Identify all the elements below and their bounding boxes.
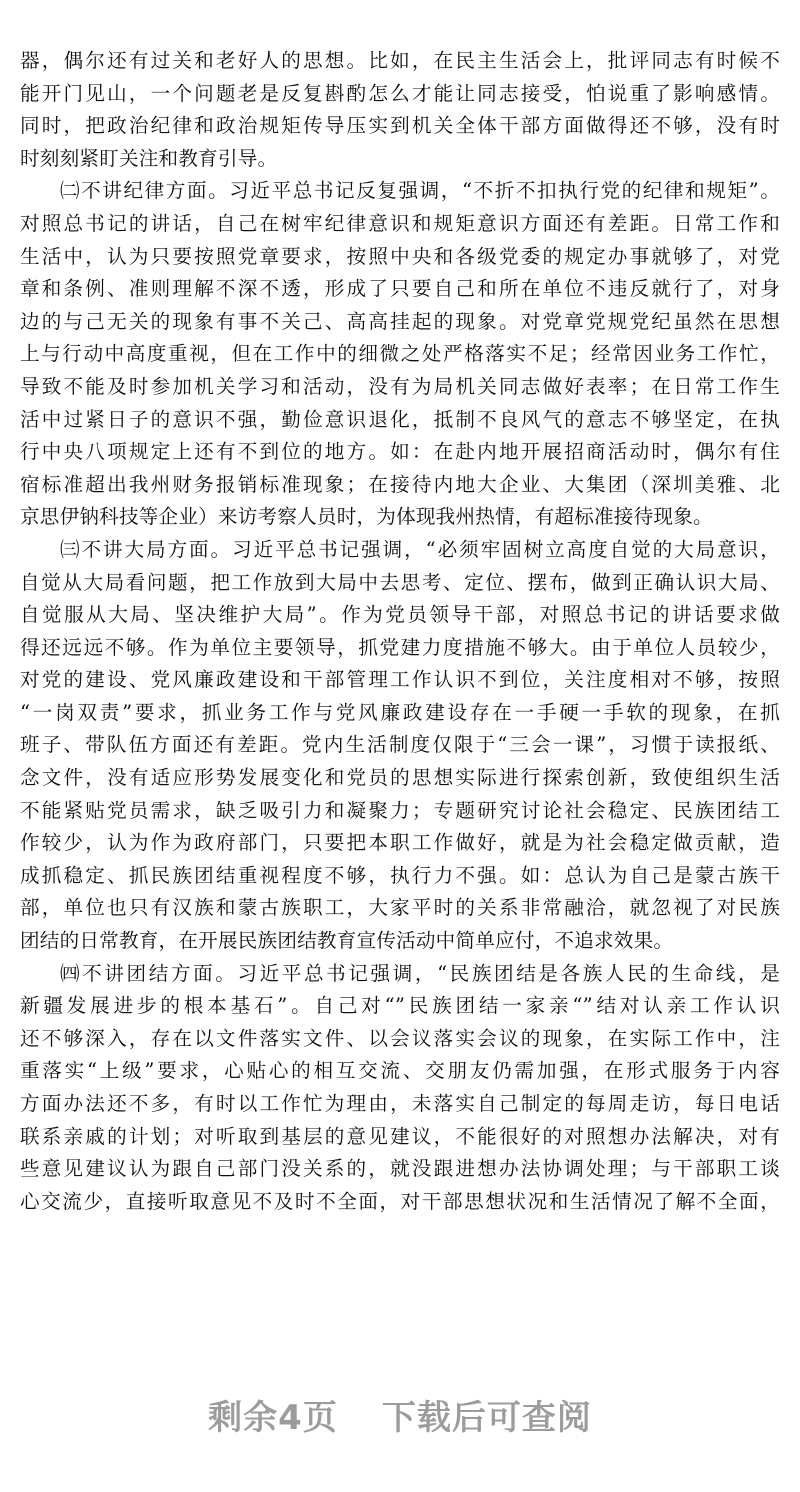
download-hint-label: 下载后可查阅 bbox=[381, 1398, 592, 1438]
text-line: 成抓稳定、抓民族团结重视程度不够，执行力不强。如：总认为自己是蒙古族干 bbox=[20, 863, 780, 887]
text-line: 得还远远不够。作为单位主要领导，抓党建力度措施不够大。由于单位人员较少， bbox=[20, 635, 780, 659]
text-line: 活中过紧日子的意识不强，勤俭意识退化，抵制不良风气的意志不够坚定，在执 bbox=[20, 407, 780, 431]
text-line: 联系亲戚的计划；对听取到基层的意见建议，不能很好的对照想办法解决，对有 bbox=[20, 1124, 780, 1148]
text-line: 行中央八项规定上还有不到位的地方。如：在赴内地开展招商活动时，偶尔有住 bbox=[20, 440, 780, 464]
text-line: 对照总书记的讲话，自己在树牢纪律意识和规矩意识方面还有差距。日常工作和 bbox=[20, 211, 780, 235]
text-line: 京思伊钠科技等企业）来访考察人员时，为体现我州热情，有超标准接待现象。 bbox=[20, 505, 713, 529]
text-line: 上与行动中高度重视，但在工作中的细微之处严格落实不足；经常因业务工作忙， bbox=[20, 342, 780, 366]
text-line: 对党的建设、党风廉政建设和干部管理工作认识不到位，关注度相对不够，按照 bbox=[20, 668, 780, 692]
text-line: 宿标准超出我州财务报销标准现象；在接待内地大企业、大集团（深圳美雅、北 bbox=[20, 472, 780, 496]
text-line: 团结的日常教育，在开展民族团结教育宣传活动中简单应付，不追求效果。 bbox=[20, 929, 674, 953]
text-line: 导致不能及时参加机关学习和活动，没有为局机关同志做好表率；在日常工作生 bbox=[20, 374, 780, 398]
remaining-pages-label: 剩余4页 bbox=[208, 1398, 338, 1438]
text-line: 部，单位也只有汉族和蒙古族职工，大家平时的关系非常融洽，就忽视了对民族 bbox=[20, 896, 780, 920]
text-line: 能开门见山，一个问题老是反复斟酌怎么才能让同志接受，怕说重了影响感情。 bbox=[20, 81, 780, 105]
text-line: 同时，把政治纪律和政治规矩传导压实到机关全体干部方面做得还不够，没有时 bbox=[20, 114, 780, 138]
text-line: 不能紧贴党员需求，缺乏吸引力和凝聚力；专题研究讨论社会稳定、民族团结工 bbox=[20, 798, 780, 822]
section-heading-line: ㈢不讲大局方面。习近平总书记强调，“必须牢固树立高度自觉的大局意识， bbox=[60, 537, 780, 561]
section-heading-line: ㈡不讲纪律方面。习近平总书记反复强调，“不折不扣执行党的纪律和规矩”。 bbox=[60, 179, 780, 203]
download-banner[interactable] bbox=[0, 1390, 800, 1439]
text-line: 生活中，认为只要按照党章要求，按照中央和各级党委的规定办事就够了，对党 bbox=[20, 244, 780, 268]
text-line: 时刻刻紧盯关注和教育引导。 bbox=[20, 146, 278, 170]
text-line: 边的与己无关的现象有事不关己、高高挂起的现象。对党章党规党纪虽然在思想 bbox=[20, 309, 780, 333]
text-line: 还不够深入，存在以文件落实文件、以会议落实会议的现象，在实际工作中，注 bbox=[20, 1026, 780, 1050]
text-line: 作较少，认为作为政府部门，只要把本职工作做好，就是为社会稳定做贡献，造 bbox=[20, 831, 780, 855]
text-line: 方面办法还不多，有时以工作忙为理由，未落实自己制定的每周走访，每日电话 bbox=[20, 1092, 780, 1115]
text-line: 重落实“上级”要求，心贴心的相互交流、交朋友仍需加强，在形式服务于内容 bbox=[20, 1059, 780, 1083]
text-line: 班子、带队伍方面还有差距。党内生活制度仅限于“三会一课”，习惯于读报纸、 bbox=[20, 733, 780, 757]
document-body bbox=[20, 0, 780, 1218]
text-line: 自觉服从大局、坚决维护大局”。作为党员领导干部，对照总书记的讲话要求做 bbox=[20, 603, 780, 627]
text-line: “一岗双责”要求，抓业务工作与党风廉政建设存在一手硬一手软的现象，在抓 bbox=[20, 700, 780, 724]
text-line: 新疆发展进步的根本基石”。自己对“”民族团结一家亲“”结对认亲工作认识 bbox=[20, 994, 780, 1018]
text-line: 自觉从大局看问题，把工作放到大局中去思考、定位、摆布，做到正确认识大局、 bbox=[20, 570, 780, 594]
text-line: 念文件，没有适应形势发展变化和党员的思想实际进行探索创新，致使组织生活 bbox=[20, 766, 780, 790]
text-line: 些意见建议认为跟自己部门没关系的，就没跟进想办法协调处理；与干部职工谈 bbox=[20, 1157, 780, 1181]
text-line: 心交流少，直接听取意见不及时不全面，对干部思想状况和生活情况了解不全面， bbox=[20, 1189, 780, 1213]
text-line: 章和条例、准则理解不深不透，形成了只要自己和所在单位不违反就行了，对身 bbox=[20, 277, 780, 301]
text-line: 器，偶尔还有过关和老好人的思想。比如，在民主生活会上，批评同志有时候不 bbox=[20, 49, 780, 72]
section-heading-line: ㈣不讲团结方面。习近平总书记强调，“民族团结是各族人民的生命线，是 bbox=[60, 961, 780, 985]
